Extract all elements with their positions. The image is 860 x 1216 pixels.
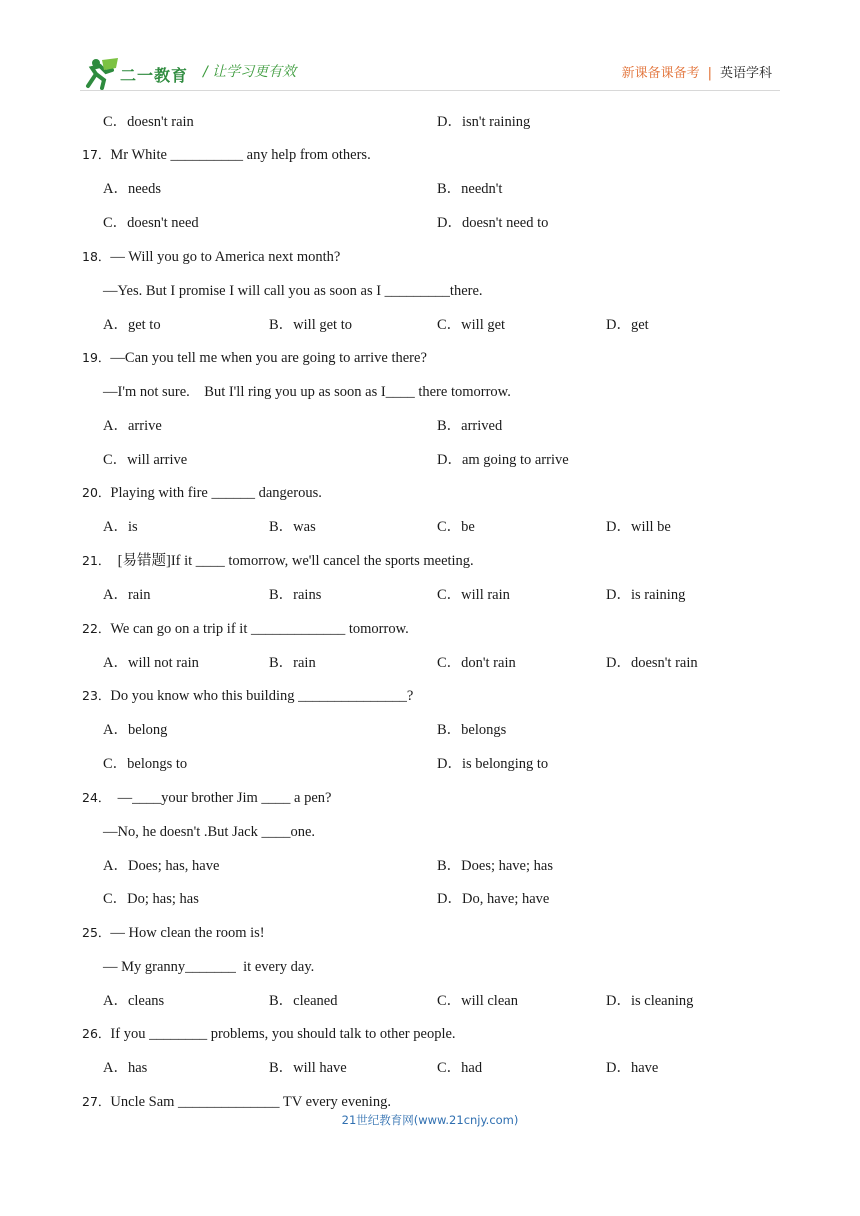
option-q16-d: D．isn't raining	[437, 114, 531, 130]
option-q25-b: B．cleaned	[269, 993, 338, 1009]
question-number: 25．	[82, 925, 111, 940]
question-19-line2: —I'm not sure. But I'll ring you up as soon as I____ there tomorrow.	[103, 384, 511, 400]
question-26	[82, 1025, 456, 1043]
question-25	[82, 924, 265, 942]
question-text: — Will you go to America next month?	[110, 249, 341, 265]
question-text: —Can you tell me when you are going to arrive there?	[110, 350, 427, 366]
option-q26-c: C．had	[437, 1060, 483, 1076]
header-subject: 英语学科	[719, 66, 772, 81]
option-q25-c: C．will clean	[437, 993, 518, 1009]
question-text: We can go on a trip if it _____________ tomorrow.	[110, 621, 409, 637]
slogan: / 让学习更有效	[203, 64, 297, 80]
option-q18-d: D．get	[606, 317, 649, 333]
option-q23-a: A．belong	[103, 722, 168, 738]
question-20	[82, 484, 322, 502]
question-19	[82, 349, 427, 367]
option-q22-a: A．will not rain	[103, 655, 199, 671]
option-q26-b: B．will have	[269, 1060, 347, 1076]
option-q18-b: B．will get to	[269, 317, 352, 333]
option-q25-a: A．cleans	[103, 993, 165, 1009]
question-text: Uncle Sam ______________ TV every evening.	[110, 1094, 391, 1110]
option-q20-a: A．is	[103, 519, 138, 535]
option-q26-d: D．have	[606, 1060, 659, 1076]
question-number: 26．	[82, 1026, 111, 1041]
option-q20-c: C．be	[437, 519, 475, 535]
option-q17-a: A．needs	[103, 181, 161, 197]
option-q19-b: B．arrived	[437, 418, 503, 434]
question-23	[82, 687, 413, 705]
question-25-line2: — My granny_______ it every day.	[103, 959, 315, 975]
page-footer: 21世纪教育网(www.21cnjy.com)	[341, 1113, 519, 1127]
question-17	[82, 146, 371, 164]
option-q23-b: B．belongs	[437, 722, 507, 738]
option-q17-c: C．doesn't need	[103, 215, 199, 231]
question-24-line2: —No, he doesn't .But Jack ____one.	[103, 824, 316, 840]
option-q24-b: B．Does; have; has	[437, 858, 553, 874]
question-number: 17．	[82, 147, 111, 162]
question-number: 18．	[82, 249, 111, 264]
option-q21-d: D．is raining	[606, 587, 686, 603]
question-24	[82, 789, 332, 807]
question-number: 22．	[82, 621, 111, 636]
question-number: 19．	[82, 350, 111, 365]
question-22	[82, 620, 409, 638]
question-text: — How clean the room is!	[110, 925, 265, 941]
header-separator: |	[707, 66, 712, 81]
question-text: Playing with fire ______ dangerous.	[110, 485, 322, 501]
option-q24-d: D．Do, have; have	[437, 891, 550, 907]
option-q22-c: C．don't rain	[437, 655, 516, 671]
question-number: 24．	[82, 790, 111, 805]
option-q22-d: D．doesn't rain	[606, 655, 698, 671]
question-21	[82, 552, 474, 570]
option-q23-c: C．belongs to	[103, 756, 188, 772]
option-q26-a: A．has	[103, 1060, 148, 1076]
option-q21-c: C．will rain	[437, 587, 510, 603]
question-27	[82, 1093, 391, 1111]
option-q18-a: A．get to	[103, 317, 161, 333]
option-q21-a: A．rain	[103, 587, 151, 603]
header-divider	[80, 90, 780, 91]
question-number: 20．	[82, 485, 111, 500]
question-number: 27．	[82, 1094, 111, 1109]
question-18	[82, 248, 340, 266]
logo-text: 二一教育	[120, 66, 189, 85]
question-text: Mr White __________ any help from others.	[110, 147, 371, 163]
question-text: If you ________ problems, you should talk to other people.	[110, 1026, 456, 1042]
option-q23-d: D．is belonging to	[437, 756, 549, 772]
option-q19-c: C．will arrive	[103, 452, 188, 468]
option-q18-c: C．will get	[437, 317, 506, 333]
option-q24-c: C．Do; has; has	[103, 891, 199, 907]
option-q20-d: D．will be	[606, 519, 671, 535]
question-number: 21．	[82, 553, 111, 568]
page-header	[0, 0, 860, 100]
question-text: —____your brother Jim ____ a pen?	[110, 790, 332, 806]
option-q21-b: B．rains	[269, 587, 322, 603]
header-right	[622, 62, 772, 81]
option-q19-a: A．arrive	[103, 418, 162, 434]
question-number: 23．	[82, 688, 111, 703]
option-q19-d: D．am going to arrive	[437, 452, 569, 468]
option-q25-d: D．is cleaning	[606, 993, 694, 1009]
question-text: Do you know who this building _______________?	[110, 688, 414, 704]
option-q20-b: B．was	[269, 519, 316, 535]
question-text: [易错题]If it ____ tomorrow, we'll cancel the sports meeting.	[110, 553, 474, 569]
option-q17-b: B．needn't	[437, 181, 503, 197]
question-18-line2: —Yes. But I promise I will call you as soon as I _________there.	[103, 283, 483, 299]
option-q22-b: B．rain	[269, 655, 316, 671]
option-q16-c: C．doesn't rain	[103, 114, 194, 130]
header-course-label: 新课备课备考	[621, 66, 700, 81]
option-q24-a: A．Does; has, have	[103, 858, 220, 874]
option-q17-d: D．doesn't need to	[437, 215, 549, 231]
